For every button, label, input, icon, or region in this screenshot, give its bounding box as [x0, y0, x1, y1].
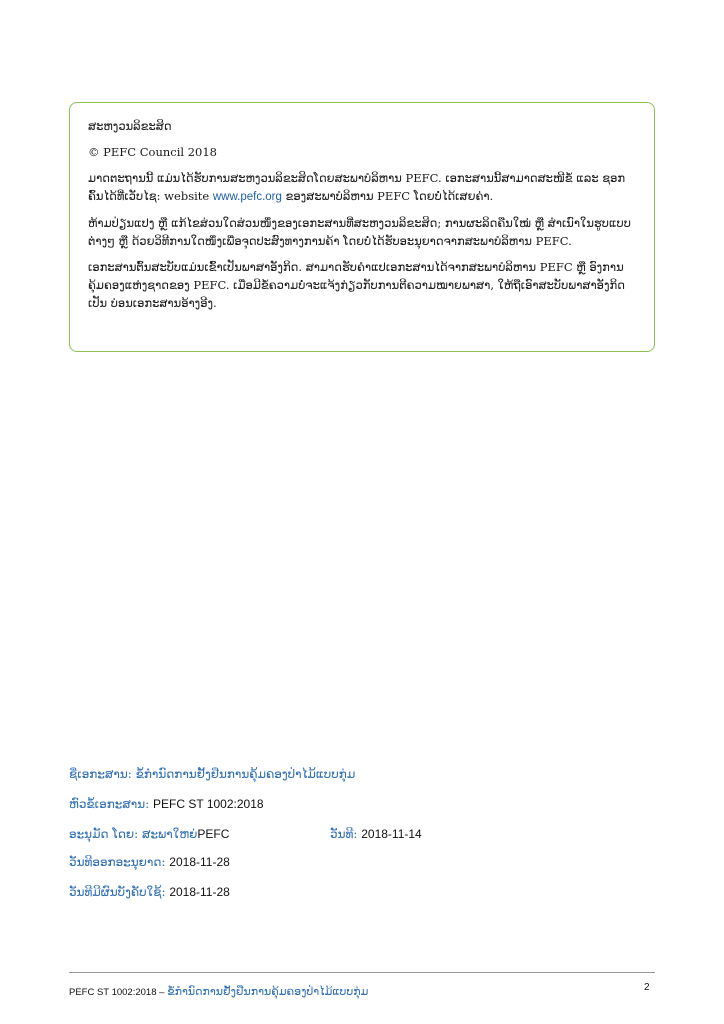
copyright-line: © PEFC Council 2018: [88, 145, 217, 159]
footer-divider: [69, 972, 655, 973]
notice-paragraph-1-text: ມາດຕະຖານນີ້ ແມ່ນໄດ້ຮັບການສະຫງວນລິຂະສິດໂດຍສະພາບໍລິຫານ PEFC. ເອກະສານນີ້ສາມາດສະໜີຂໍ້ ແລະ ຊອກ ຄົ້ນໄດ້ທີ່ເວັບໄຊ: website: [88, 171, 626, 203]
effective-date-value: 2018-11-28: [169, 885, 230, 899]
doc-name-row: [69, 766, 355, 782]
issue-date-value: 2018-11-28: [169, 855, 230, 869]
date-row: [330, 826, 422, 842]
notice-paragraph-1-tail: ຂອງສະພາບໍລິຫານ PEFC ໂດຍບໍ່ໄດ້ເສຍຄ່າ.: [281, 189, 494, 203]
footer-doc-code: PEFC ST 1002:2018 –: [69, 987, 168, 998]
issue-date-row: [69, 854, 230, 870]
doc-title-value: PEFC ST 1002:2018: [153, 797, 264, 811]
notice-paragraph-3: ເອກະສານຕົ້ນສະບັບແມ່ນເຂົ້າເປັນພາສາອັງກິດ. ສາມາດຮັບຄຳແປເອກະສານໄດ້ຈາກສະພາບໍລິຫານ PEFC ຫຼື ອົງການ ຄຸ້ມຄອງແຫ່ງຊາດຂອງ PEFC. ເມື່ອມີຂໍ້ຄວາມບໍ່ຈະແຈ້ງກ່ຽວກັບການຕີຄວາມໝາຍພາສາ, ໃຫ້ຖືເອົາສະບັບພາສາອັງກິດ ເປັນ ບ່ອນເອກະສານອ້າງອີງ.: [88, 260, 625, 310]
effective-date-label: ວັນທີມີຜົນບັງຄັບໃຊ້:: [69, 885, 166, 899]
approved-row: [69, 826, 229, 842]
notice-paragraph-1: [88, 169, 640, 206]
copyright-notice-box: [69, 102, 655, 352]
approved-value: PEFC: [197, 827, 230, 841]
doc-name-value: ຂໍ້ກຳນົດການຢັ້ງຢືນການຄຸ້ມຄອງປ່າໄມ້ແບບກຸ່ມ: [135, 767, 356, 781]
date-label: ວັນທີ:: [330, 827, 358, 841]
doc-title-label: ຫົວຂໍ້ເອກະສານ:: [69, 797, 150, 811]
date-value: 2018-11-14: [361, 827, 422, 841]
approved-label: ອະນຸມັດ ໂດຍ: ສະພາໃຫຍ່: [69, 827, 198, 841]
doc-title-row: [69, 796, 264, 812]
effective-date-row: [69, 884, 230, 900]
pefc-website-link[interactable]: www.pefc.org: [212, 191, 282, 203]
footer-doc-title: ຂໍ້ກຳນົດການຢັ້ງຢືນການຄຸ້ມຄອງປ່າໄມ້ແບບກຸ່ມ: [167, 985, 369, 998]
page-number: 2: [644, 982, 650, 993]
notice-paragraph-2: ຫ້າມປ່ຽນແປງ ຫຼື ແກ້ໄຂສ່ວນໃດສ່ວນໜຶ່ງຂອງເອກະສານທີ່ສະຫງວນລິຂະສິດ; ການຜະລິດຄືນໃໝ່ ຫຼື ສຳເນົາໃນຮູບແບບຕ່າງໆ ຫຼື ດ້ວຍວິທີການໃດໜຶ່ງເພື່ອຈຸດປະສົງທາງການຄ້າ ໂດຍບໍ່ໄດ້ຮັບອະນຸຍາດຈາກສະພາບໍລິຫານ PEFC.: [88, 216, 631, 248]
footer-doc-ref: [69, 985, 368, 998]
notice-title: ສະຫງວນລິຂະສິດ: [88, 119, 172, 133]
issue-date-label: ວັນທີອອກອະນຸຍາດ:: [69, 855, 166, 869]
doc-name-label: ຊື່ເອກະສານ:: [69, 767, 132, 781]
